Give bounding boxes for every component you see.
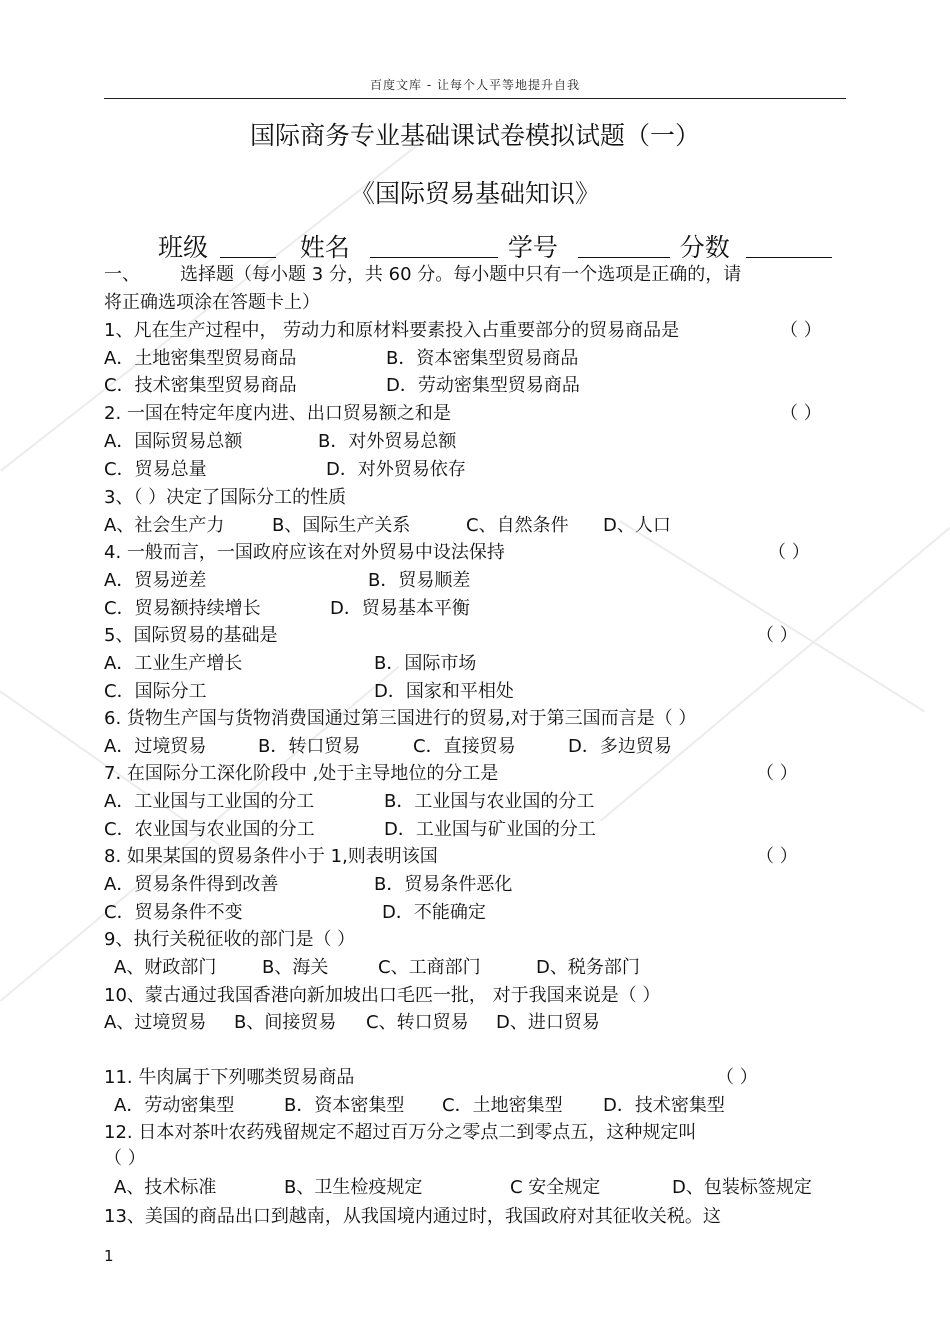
option-2-d[interactable]: D．对外贸易依存 <box>326 459 466 480</box>
option-1-b[interactable]: B．资本密集型贸易商品 <box>386 348 579 369</box>
option-3-b[interactable]: B、国际生产关系 <box>272 515 411 536</box>
answer-paren-4[interactable]: （ ） <box>768 542 810 563</box>
option-10-d[interactable]: D、进口贸易 <box>496 1012 600 1033</box>
section-instruction: 选择题（每小题 3 分，共 60 分。每小题中只有一个选项是正确的，请 <box>180 264 742 285</box>
answer-paren-12[interactable]: （ ） <box>104 1148 146 1169</box>
option-4-c[interactable]: C．贸易额持续增长 <box>104 598 261 619</box>
option-4-b[interactable]: B．贸易顺差 <box>368 570 471 591</box>
option-4-d[interactable]: D．贸易基本平衡 <box>330 598 470 619</box>
header-divider <box>104 98 846 99</box>
option-12-b[interactable]: B、卫生检疫规定 <box>284 1177 423 1198</box>
name-blank[interactable] <box>370 231 498 258</box>
question-6: 6. 货物生产国与货物消费国通过第三国进行的贸易,对于第三国而言是（ ） <box>104 708 697 729</box>
option-1-c[interactable]: C．技术密集型贸易商品 <box>104 375 297 396</box>
section-instruction-cont: 将正确选项涂在答题卡上） <box>104 292 320 313</box>
student-info-row <box>158 228 832 264</box>
score-label: 分数 <box>679 233 730 262</box>
question-2: 2. 一国在特定年度内进、出口贸易额之和是 <box>104 403 451 424</box>
header-text: 百度文库 - 让每个人平等地提升自我 <box>370 78 580 92</box>
option-11-c[interactable]: C．土地密集型 <box>442 1095 563 1116</box>
answer-paren-8[interactable]: （ ） <box>756 846 798 867</box>
page-title: 国际商务专业基础课试卷模拟试题（一） <box>249 121 700 150</box>
option-6-b[interactable]: B．转口贸易 <box>258 736 361 757</box>
question-7: 7. 在国际分工深化阶段中 ,处于主导地位的分工是 <box>104 763 499 784</box>
option-10-b[interactable]: B、间接贸易 <box>234 1012 337 1033</box>
option-11-b[interactable]: B．资本密集型 <box>284 1095 405 1116</box>
student-id-label: 学号 <box>507 233 558 262</box>
option-12-c[interactable]: C 安全规定 <box>510 1177 601 1198</box>
option-2-b[interactable]: B．对外贸易总额 <box>318 431 457 452</box>
answer-paren-11[interactable]: （ ） <box>716 1067 758 1088</box>
option-4-a[interactable]: A．贸易逆差 <box>104 570 207 591</box>
class-label: 班级 <box>158 233 209 262</box>
option-7-d[interactable]: D．工业国与矿业国的分工 <box>384 819 596 840</box>
option-9-b[interactable]: B、海关 <box>262 957 329 978</box>
option-2-a[interactable]: A．国际贸易总额 <box>104 431 243 452</box>
option-6-c[interactable]: C．直接贸易 <box>413 736 516 757</box>
option-3-d[interactable]: D、人口 <box>603 515 671 536</box>
option-9-a[interactable]: A、财政部门 <box>114 957 217 978</box>
option-11-d[interactable]: D．技术密集型 <box>603 1095 725 1116</box>
option-2-c[interactable]: C．贸易总量 <box>104 459 207 480</box>
answer-paren-2[interactable]: （ ） <box>780 403 822 424</box>
option-8-b[interactable]: B．贸易条件恶化 <box>374 874 513 895</box>
question-1: 1、凡在生产过程中， 劳动力和原材料要素投入占重要部分的贸易商品是 <box>104 320 680 341</box>
question-3: 3、（ ）决定了国际分工的性质 <box>104 487 347 508</box>
section-number: 一、 <box>104 264 140 285</box>
option-9-c[interactable]: C、工商部门 <box>378 957 481 978</box>
option-11-a[interactable]: A．劳动密集型 <box>114 1095 235 1116</box>
option-8-a[interactable]: A．贸易条件得到改善 <box>104 874 279 895</box>
option-8-c[interactable]: C．贸易条件不变 <box>104 902 243 923</box>
name-label: 姓名 <box>299 233 350 262</box>
question-5: 5、国际贸易的基础是 <box>104 625 278 646</box>
option-5-c[interactable]: C．国际分工 <box>104 681 207 702</box>
option-6-a[interactable]: A．过境贸易 <box>104 736 207 757</box>
option-7-c[interactable]: C．农业国与农业国的分工 <box>104 819 315 840</box>
option-12-a[interactable]: A、技术标准 <box>114 1177 217 1198</box>
page-subtitle: 《国际贸易基础知识》 <box>349 179 600 208</box>
option-3-a[interactable]: A、社会生产力 <box>104 515 225 536</box>
answer-paren-1[interactable]: （ ） <box>780 320 822 341</box>
question-9: 9、执行关税征收的部门是（ ） <box>104 929 356 950</box>
question-12: 12. 日本对茶叶农药残留规定不超过百万分之零点二到零点五，这种规定叫 <box>104 1122 697 1143</box>
option-5-a[interactable]: A．工业生产增长 <box>104 653 243 674</box>
answer-paren-5[interactable]: （ ） <box>756 625 798 646</box>
page-number: 1 <box>104 1247 114 1265</box>
option-1-d[interactable]: D．劳动密集型贸易商品 <box>386 375 580 396</box>
option-9-d[interactable]: D、税务部门 <box>536 957 640 978</box>
option-5-b[interactable]: B．国际市场 <box>374 653 477 674</box>
option-3-c[interactable]: C、自然条件 <box>466 515 569 536</box>
option-6-d[interactable]: D．多边贸易 <box>568 736 672 757</box>
score-blank[interactable] <box>746 231 832 258</box>
question-10: 10、蒙古通过我国香港向新加坡出口毛匹一批， 对于我国来说是（ ） <box>104 985 661 1006</box>
answer-paren-7[interactable]: （ ） <box>756 763 798 784</box>
option-8-d[interactable]: D．不能确定 <box>382 902 486 923</box>
option-10-a[interactable]: A、过境贸易 <box>104 1012 207 1033</box>
option-5-d[interactable]: D．国家和平相处 <box>374 681 514 702</box>
question-8: 8. 如果某国的贸易条件小于 1,则表明该国 <box>104 846 438 867</box>
option-7-b[interactable]: B．工业国与农业国的分工 <box>384 791 595 812</box>
class-blank[interactable] <box>220 231 276 258</box>
option-7-a[interactable]: A．工业国与工业国的分工 <box>104 791 315 812</box>
question-4: 4. 一般而言，一国政府应该在对外贸易中设法保持 <box>104 542 505 563</box>
option-10-c[interactable]: C、转口贸易 <box>366 1012 469 1033</box>
option-12-d[interactable]: D、包装标签规定 <box>672 1177 812 1198</box>
question-11: 11. 牛肉属于下列哪类贸易商品 <box>104 1067 355 1088</box>
student-id-blank[interactable] <box>578 231 670 258</box>
question-13: 13、美国的商品出口到越南，从我国境内通过时，我国政府对其征收关税。这 <box>104 1206 721 1227</box>
option-1-a[interactable]: A．土地密集型贸易商品 <box>104 348 297 369</box>
